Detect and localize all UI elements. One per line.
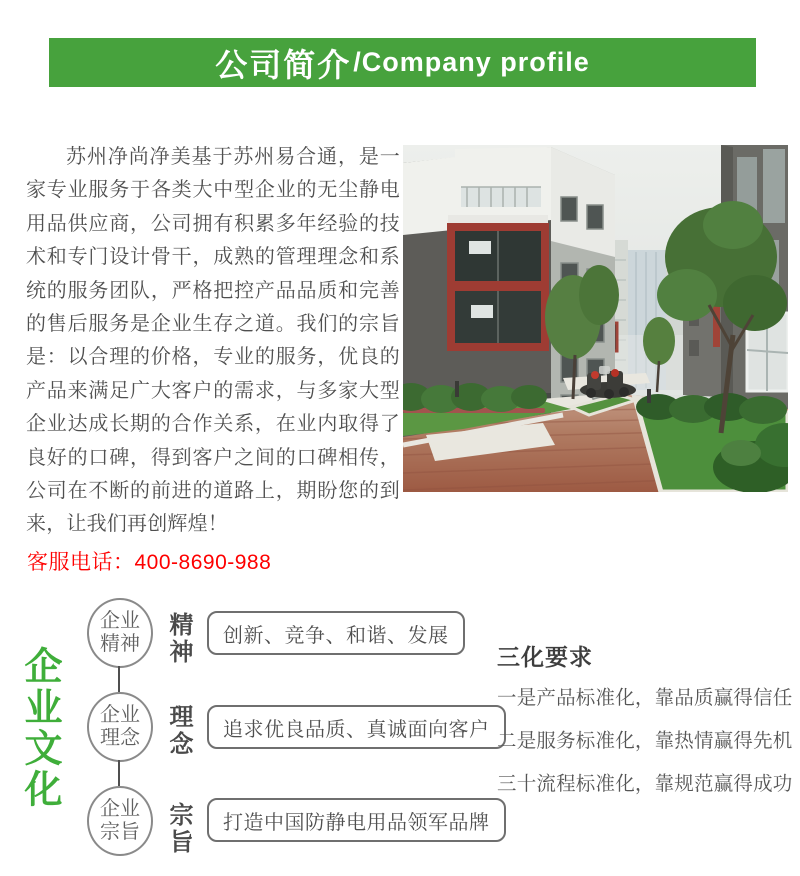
section-title-en: /Company profile: [353, 47, 590, 77]
requirement-item: 二是服务标准化，靠热情赢得先机: [497, 730, 793, 752]
circle-text-line1: 企业: [100, 704, 140, 726]
side-label-mission: 宗旨: [165, 802, 192, 856]
connector-line: [118, 666, 120, 692]
slogan-box-mission: 打造中国防静电用品领军品牌: [207, 798, 506, 842]
bollard: [647, 389, 651, 403]
culture-vertical-title: 企业文化: [18, 646, 61, 810]
culture-circle-mission: [87, 786, 153, 856]
three-standards-title: 三化要求: [497, 644, 593, 670]
culture-circle-philosophy: [87, 692, 153, 762]
circle-text-line1: 企业: [100, 798, 140, 820]
requirement-item: 三十流程标准化，靠规范赢得成功: [497, 773, 793, 795]
section-title-banner: [49, 38, 756, 87]
circle-text-line2: 精神: [100, 633, 140, 655]
company-photo: [403, 145, 788, 492]
circle-text-line2: 理念: [100, 727, 140, 749]
three-standards-block: [497, 639, 797, 817]
hotline-number: 400-8690-988: [134, 551, 272, 574]
hotline-label: 客服电话：: [27, 551, 135, 574]
connector-line: [118, 760, 120, 786]
circle-text-line2: 宗旨: [100, 821, 140, 843]
company-intro-paragraph: 苏州净尚净美基于苏州易合通，是一家专业服务于各类大中型企业的无尘静电用品供应商，公司拥有积累多年经验的技术和专门设计骨干，成熟的管理理念和系统的服务团队，严格把控产品品质和完善的售后服务是企业生存之道。我们的宗旨是：以合理的价格，专业的服务，优良的产品来满足广大客户的需求，与多家大型企业达成长期的合作关系，在业内取得了良好的口碑，得到客户之间的口碑相传，公司在不断的前进的道路上，期盼您的到来，让我们再创辉煌！: [26, 146, 400, 536]
side-label-philosophy: 理念: [165, 704, 192, 758]
slogan-box-spirit: 创新、竞争、和谐、发展: [207, 611, 465, 655]
section-title-zh: 公司简介: [215, 46, 352, 83]
right-greenery: [635, 393, 788, 492]
circle-text-line1: 企业: [100, 610, 140, 632]
requirement-item: 一是产品标准化，靠品质赢得信任: [497, 687, 793, 709]
service-hotline: [27, 546, 271, 576]
campus-photo-illustration: [403, 145, 788, 492]
slogan-box-philosophy: 追求优良品质、真诚面向客户: [207, 705, 506, 749]
culture-circle-spirit: [87, 598, 153, 668]
side-label-spirit: 精神: [165, 612, 192, 666]
